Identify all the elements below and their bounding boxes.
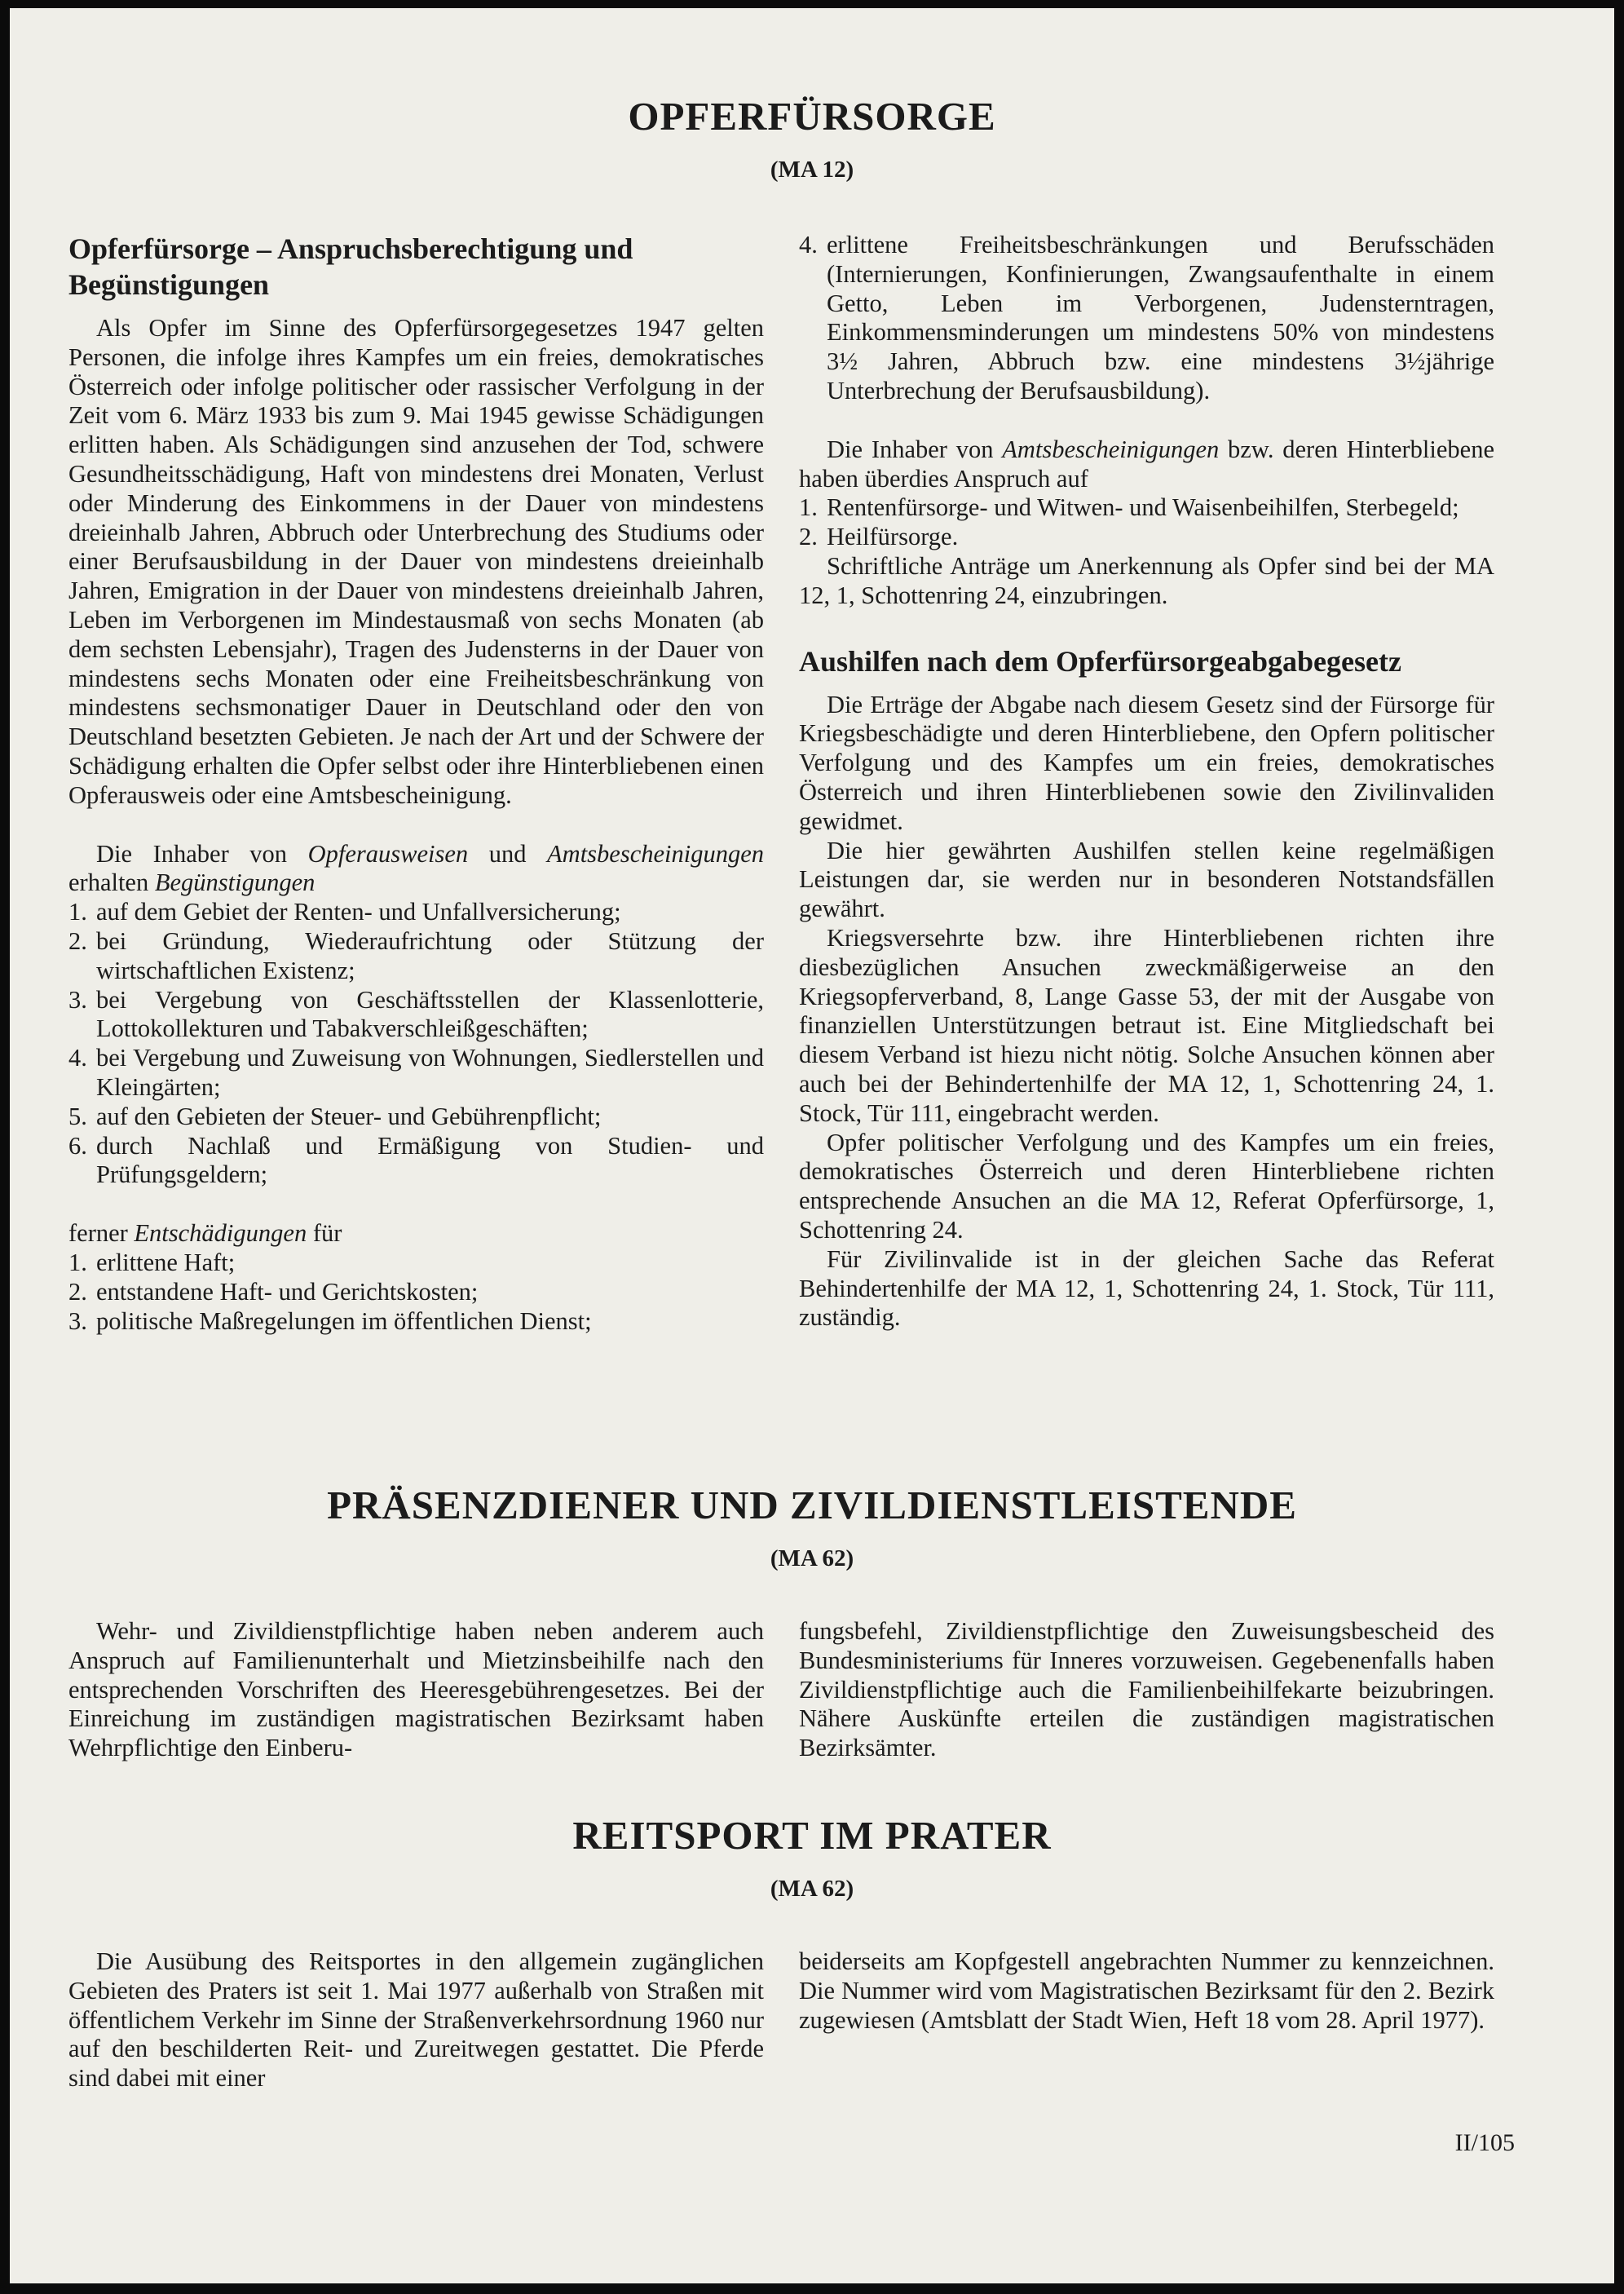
list-item: 4. erlittene Freiheitsbeschränkungen und Berufsschäden (Internierungen, Konfinierungen, Zwangsaufenthalte in einem Getto, Leben im Verborgenen, Judensterntragen, Einkommensminderungen um mindestens 50% von mindestens 3½ Jahren, Abbruch bzw. eine mindestens 3½jährige Unterbrechung der Berufsausbildung). (799, 231, 1494, 404)
list-item: 2. Heilfürsorge. (799, 523, 959, 551)
certificate-paragraph: Die Inhaber von Amtsbescheinigungen bzw. deren Hinterbliebene haben überdies Anspruch auf (799, 435, 1494, 493)
benefits-list (68, 898, 764, 1190)
aushilfen-paragraph: Opfer politischer Verfolgung und des Kampfes um ein freies, demokratisches Österreich und deren Hinterbliebene richten entsprechende Ansuchen an die MA 12, Referat Opferfürsorge, 1, Schottenring 24. (799, 1128, 1494, 1244)
page-number: II/105 (1454, 2129, 1515, 2156)
section-title-praesenzdiener: PRÄSENZDIENER UND ZIVILDIENSTLEISTENDE (327, 1483, 1297, 1527)
compensations-intro: ferner Entschädigungen für (68, 1219, 342, 1248)
applications-paragraph: Schriftliche Anträge um Anerkennung als Opfer sind bei der MA 12, 1, Schottenring 24, einzubringen. (799, 551, 1494, 609)
list-item: 1. Rentenfürsorge- und Witwen- und Waisenbeihilfen, Sterbegeld; (799, 493, 1459, 522)
compensations-list (68, 1249, 764, 1336)
subheading-anspruchsberechtigung: Opferfürsorge – Anspruchsberechtigung und Begünstigungen (68, 232, 633, 301)
list-item: 1. auf dem Gebiet der Renten- und Unfallversicherung; (68, 898, 621, 926)
compensations-list-continued (799, 231, 1494, 406)
section-department: (MA 12) (770, 157, 854, 183)
left-column-opferfuersorge (68, 231, 764, 1336)
list-item: 6. durch Nachlaß und Ermäßigung von Studien- und Prüfungsgeldern; (68, 1131, 764, 1189)
list-item: 2. entstandene Haft- und Gerichtskosten; (68, 1277, 479, 1306)
list-item: 3. bei Vergebung von Geschäftsstellen der Klassenlotterie, Lottokollekturen und Tabakverschleißgeschäften; (68, 985, 764, 1043)
list-item: 2. bei Gründung, Wiederaufrichtung oder Stützung der wirtschaftlichen Existenz; (68, 926, 764, 984)
left-column-praesenzdiener (68, 1617, 764, 1763)
praesenzdiener-paragraph: Wehr- und Zivildienstpflichtige haben neben anderem auch Anspruch auf Familienunterhalt und Mietzinsbeihilfe nach den entsprechenden Vorschriften des Heeresgebührengesetzes. Bei der Einreichung im zuständigen magistratischen Bezirksamt haben Wehrpflichtige den Einberu- (68, 1617, 764, 1762)
aushilfen-paragraph: Für Zivilinvalide ist in der gleichen Sache das Referat Behindertenhilfe der MA 12, 1, Schottenring 24, 1. Stock, Tür 111, zuständig. (799, 1244, 1494, 1332)
praesenzdiener-paragraph-continued: fungsbefehl, Zivildienstpflichtige den Zuweisungsbescheid des Bundesministeriums für Inneres vorzuweisen. Gegebenenfalls haben Zivildienstpflichtige auch die Familienbeihilfekarte beizubringen. Nähere Auskünfte erteilen die zuständigen magistratischen Bezirksämter. (799, 1617, 1494, 1762)
section-title-reitsport: REITSPORT IM PRATER (572, 1813, 1052, 1858)
intro-paragraph: Als Opfer im Sinne des Opferfürsorgegesetzes 1947 gelten Personen, die infolge ihres Kampfes um ein freies, demokratisches Österreich oder infolge politischer oder rassischer Verfolgung in der Zeit vom 6. März 1933 bis zum 9. Mai 1945 gewisse Schädigungen erlitten haben. Als Schädigungen sind anzusehen der Tod, schwere Gesundheitsschädigung, Haft von mindestens drei Monaten, Verlust oder Minderung des Einkommens in der Dauer von mindestens dreieinhalb Jahren, Abbruch oder Unterbrechung des Studiums oder einer Berufsausbildung in der Dauer von mindestens dreieinhalb Jahren, Emigration in der Dauer von mindestens dreieinhalb Jahren, Leben im Verborgenen im Mindestausmaß von sechs Monaten (ab dem sechsten Lebensjahr), Tragen des Judensterns in der Dauer von mindestens sechs Monaten oder eine Freiheitsbeschränkung von mindestens sechsmonatiger Dauer in Deutschland oder den von Deutschland besetzten Gebieten. Je nach der Art und der Schwere der Schädigung erhalten die Opfer selbst oder ihre Hinterbliebenen einen Opferausweis oder eine Amtsbescheinigung. (68, 314, 764, 809)
section-department: (MA 62) (770, 1876, 854, 1902)
aushilfen-paragraph: Die hier gewährten Aushilfen stellen keine regelmäßigen Leistungen dar, sie werden nur in besonderen Notstandsfällen gewährt. (799, 836, 1494, 923)
section-department: (MA 62) (770, 1545, 854, 1571)
reitsport-paragraph-continued: beiderseits am Kopfgestell angebrachten Nummer zu kennzeichnen. Die Nummer wird vom Magistratischen Bezirksamt für den 2. Bezirk zugewiesen (Amtsblatt der Stadt Wien, Heft 18 vom 28. April 1977). (799, 1947, 1494, 2034)
right-column-opferfuersorge (799, 231, 1494, 1333)
holders-paragraph: Die Inhaber von Opferausweisen und Amtsbescheinigungen erhalten Begünstigungen (68, 839, 764, 897)
list-item: 4. bei Vergebung und Zuweisung von Wohnungen, Siedlerstellen und Kleingärten; (68, 1044, 764, 1101)
list-item: 3. politische Maßregelungen im öffentlichen Dienst; (68, 1306, 592, 1335)
left-column-reitsport (68, 1947, 764, 2093)
reitsport-paragraph: Die Ausübung des Reitsportes in den allgemein zugänglichen Gebieten des Praters ist seit 1. Mai 1977 außerhalb von Straßen mit öffentlichem Verkehr im Sinne der Straßenverkehrsordnung 1960 nur auf den beschilderten Reit- und Zureitwegen gestattet. Die Pferde sind dabei mit einer (68, 1947, 764, 2093)
list-item: 1. erlittene Haft; (68, 1248, 236, 1276)
section-title-opferfuersorge: OPFERFÜRSORGE (628, 94, 996, 139)
document-page (10, 8, 1614, 2283)
right-column-reitsport (799, 1947, 1494, 2035)
certificate-list (799, 493, 1494, 552)
right-column-praesenzdiener (799, 1617, 1494, 1763)
subheading-aushilfen: Aushilfen nach dem Opferfürsorgeabgabegesetz (799, 644, 1401, 678)
aushilfen-paragraph: Kriegsversehrte bzw. ihre Hinterbliebenen richten ihre diesbezüglichen Ansuchen zweckmäßigerweise an den Kriegsopferverband, 8, Lange Gasse 53, der mit der Ausgabe von finanziellen Unterstützungen betraut ist. Eine Mitgliedschaft bei diesem Verband ist hiezu nicht nötig. Solche Ansuchen können aber auch bei der Behindertenhilfe der MA 12, 1, Schottenring 24, 1. Stock, Tür 111, eingebracht werden. (799, 923, 1494, 1127)
list-item: 5. auf den Gebieten der Steuer- und Gebührenpflicht; (68, 1102, 602, 1130)
aushilfen-paragraph: Die Erträge der Abgabe nach diesem Gesetz sind der Fürsorge für Kriegsbeschädigte und deren Hinterbliebene, den Opfern politischer Verfolgung und des Kampfes um ein freies, demokratisches Österreich und ihren Hinterbliebenen sowie den Zivilinvaliden gewidmet. (799, 690, 1494, 835)
